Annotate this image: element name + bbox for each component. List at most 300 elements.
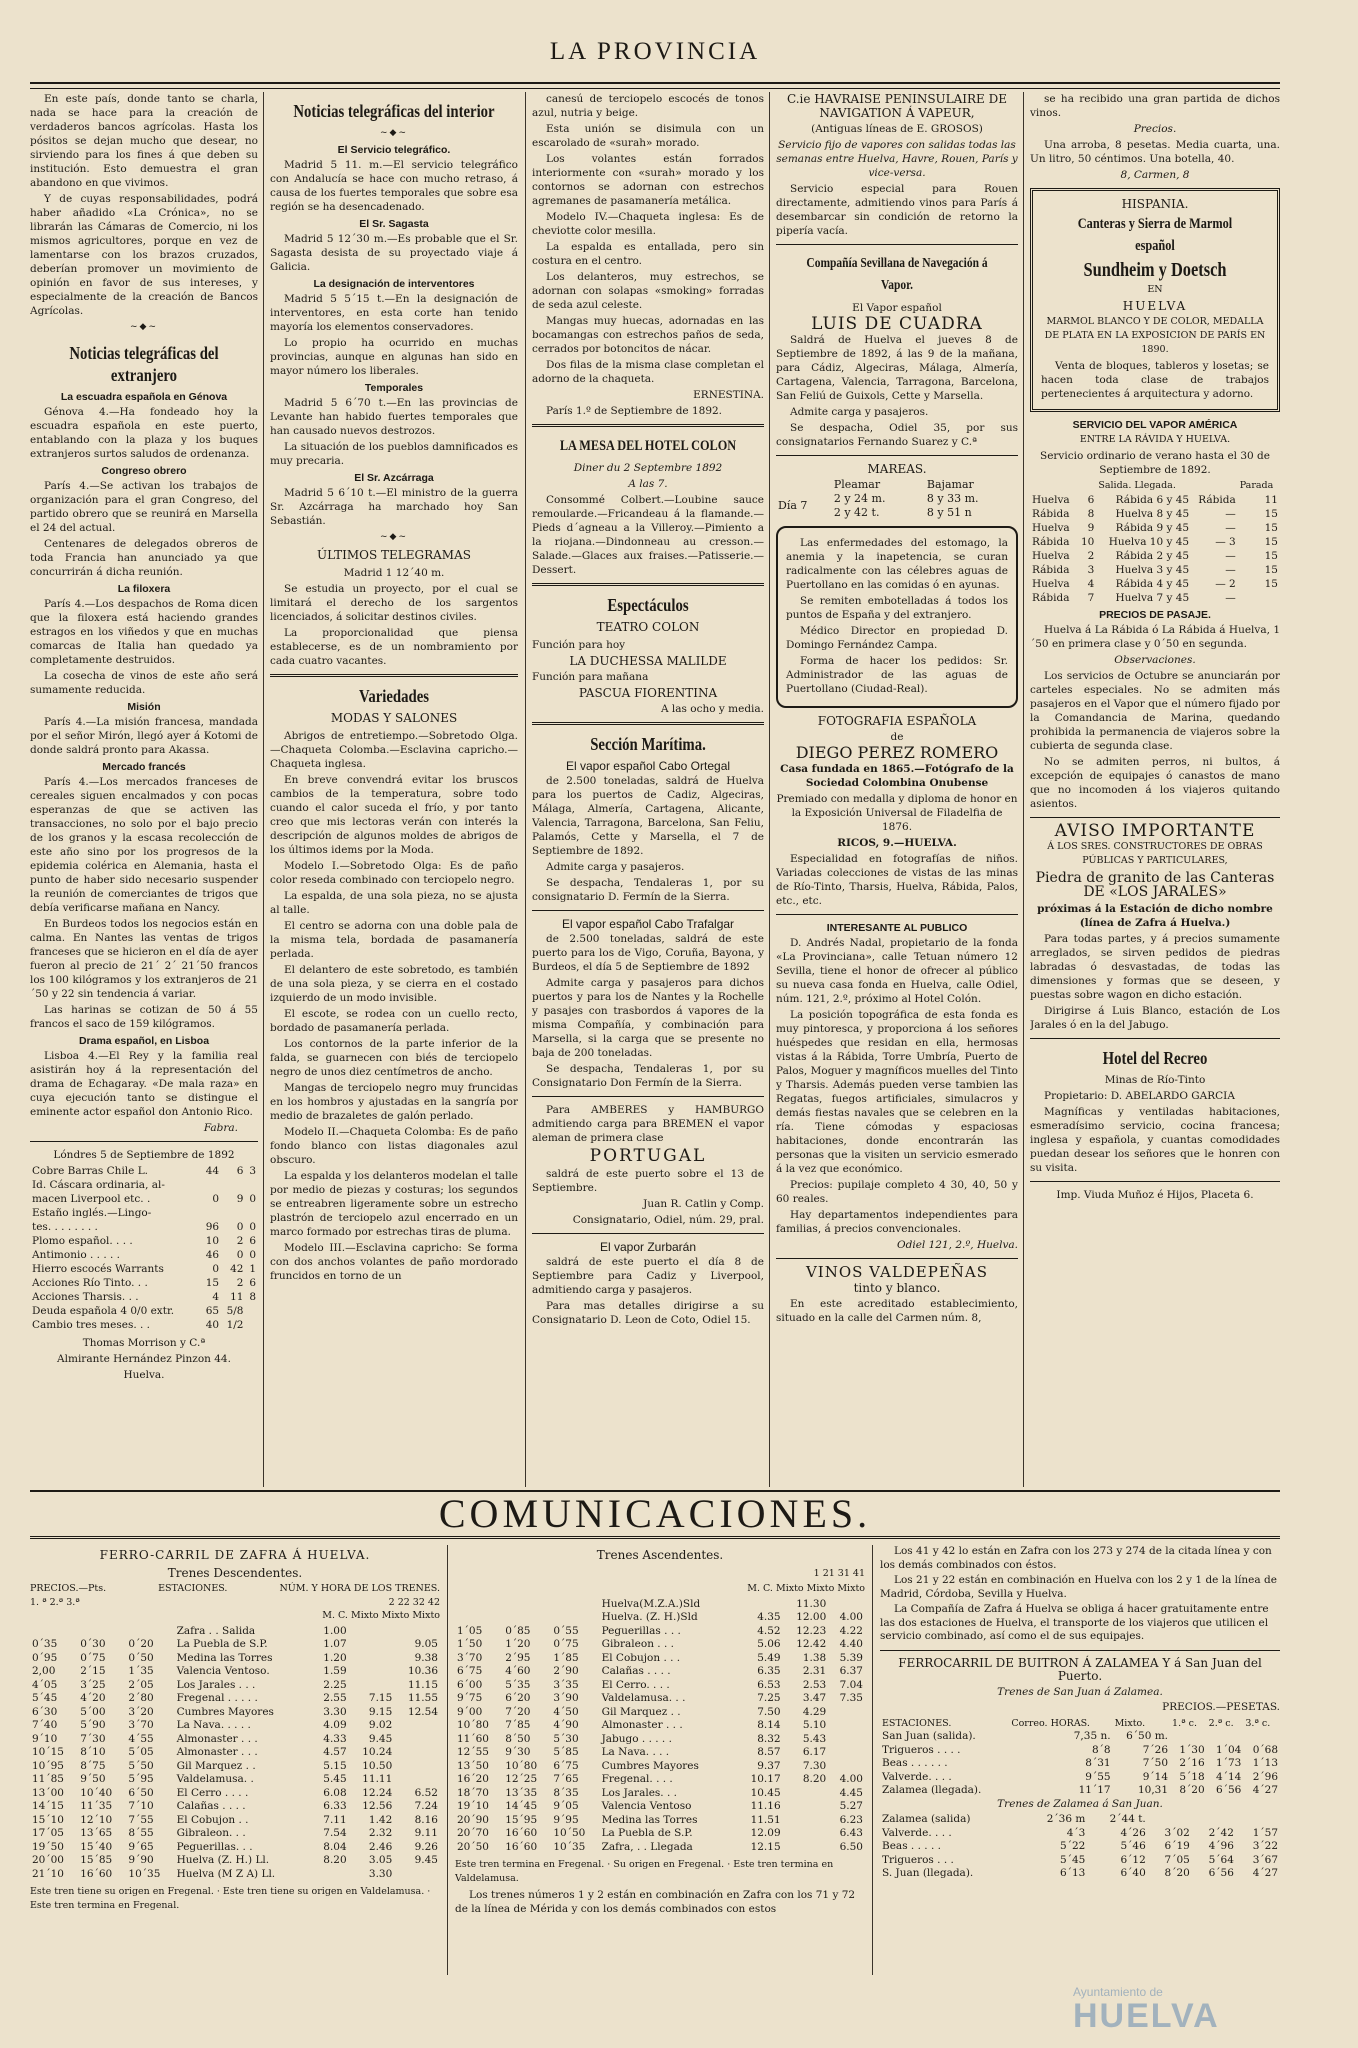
paragraph: Médico Director en propiedad D. Domingo Fernández Campa. <box>786 625 1008 651</box>
train-notes: Este tren tiene su origen en Fregenal. · Este tren tiene su origen en Valdelamusa. · Este tren termina en Fregenal. <box>30 1886 431 1911</box>
table-cell: 9´95 <box>553 1813 579 1826</box>
table-cell: 0 <box>249 1249 256 1261</box>
ad-name: Sundheim y Doetsch <box>1083 259 1227 281</box>
table-header-cell: 3.ª c. <box>1245 1717 1271 1729</box>
paragraph: Madrid 5 6´10 t.—El ministro de la guerra Sr. Azcárraga ha marchado hoy San Sebastián. <box>270 487 518 527</box>
table-header-cell: ESTACIONES. <box>882 1717 952 1729</box>
table-row <box>30 1679 440 1693</box>
table-cell: Trigueros . . . . <box>882 1743 961 1756</box>
table-row <box>30 1692 440 1706</box>
table-cell: Trigueros . . . <box>882 1853 954 1866</box>
paragraph: Las harinas se cotizan de 50 á 55 francos el saco de 159 kilógramos. <box>30 1004 258 1030</box>
table-cell: Rábida <box>1032 508 1070 520</box>
ornament: ~◆~ <box>379 128 408 138</box>
play-title: LA DUCHESSA MALILDE <box>569 654 727 668</box>
table-cell: 15 <box>1264 564 1278 576</box>
table-row <box>30 1733 440 1747</box>
news-heading: El Servicio telegráfico. <box>337 144 451 156</box>
paragraph: París 4.—Se activan los trabajos de organización para el gran Congreso, del partido obrero que se reunirá en Marsella el 24 del actual. <box>30 480 258 534</box>
table-cell: 0´20 <box>128 1638 154 1650</box>
table-cell: 6.43 <box>839 1827 863 1839</box>
table-cell: Rábida <box>1032 592 1070 604</box>
table-cell: 3´67 <box>1252 1853 1278 1866</box>
table-row <box>30 1665 440 1679</box>
table-cell: 9´50 <box>80 1773 106 1785</box>
table-cell: tes. . . . . . . . <box>32 1221 98 1233</box>
paragraph: Se despacha, Odiel 35, por sus consignatarios Fernando Suarez y C.ª <box>776 422 1018 448</box>
paragraph: Venta de bloques, tableros y losetas; se hacen toda clase de trabajos pertenecientes á arquitectura y adorno. <box>1041 360 1269 400</box>
table-cell: 1.07 <box>323 1638 347 1650</box>
table-cell: 2.53 <box>802 1678 827 1691</box>
table-cell: 9.02 <box>368 1719 393 1731</box>
table-cell: 4´26 <box>1120 1826 1146 1839</box>
table-cell: 6´20 <box>505 1692 531 1704</box>
table-row <box>880 1854 1280 1868</box>
firm-name: Thomas Morrison y C.ª <box>82 1337 206 1349</box>
table-row <box>455 1638 865 1652</box>
table-cell <box>783 1800 829 1814</box>
table-cell: 6´56 <box>1216 1784 1242 1796</box>
table-cell <box>1243 1730 1280 1744</box>
header-label: NÚM. Y HORA DE LOS TRENES. <box>279 1583 440 1594</box>
table-cell: 9 <box>236 1193 244 1205</box>
header-label: M. C. Mixto Mixto Mixto <box>322 1610 440 1621</box>
table-cell <box>828 1706 865 1720</box>
paragraph: de 2.500 toneladas, saldrá de Huelva para los puertos de Cadiz, Algeciras, Málaga, Almería, Cartagena, Alicante, Valencia, Tarragona, Barcelona, San Feliu, Palamós, Cette y Marsella, el 7 de Septiembre de 1892. <box>532 775 764 857</box>
railway-title: FERRO-CARRIL DE ZAFRA Á HUELVA. <box>99 1548 371 1562</box>
table-cell: 8´50 <box>505 1732 531 1745</box>
section-title: Espectáculos <box>607 595 689 615</box>
paragraph: La espalda es entallada, pero sin costura en el centro. <box>532 241 764 267</box>
table-cell: 10.17 <box>750 1773 781 1785</box>
table-row <box>1030 563 1280 577</box>
table-row <box>30 1719 440 1733</box>
paragraph: Los delanteros, muy estrechos, se adornan con solapas «smoking» forradas de seda azul celeste. <box>532 271 764 311</box>
table-cell <box>201 1178 221 1192</box>
tide-time: 2 y 24 m. <box>833 492 886 505</box>
table-cell: 7.04 <box>839 1678 863 1691</box>
table-cell: 11´85 <box>32 1773 64 1785</box>
table-cell <box>783 1827 829 1841</box>
table-row <box>30 1220 258 1234</box>
table-cell: 6´12 <box>1120 1853 1146 1866</box>
ship-heading: El vapor español Cabo Ortegal <box>565 759 731 773</box>
divider <box>30 1141 258 1142</box>
table-cell: 5.39 <box>839 1651 863 1664</box>
table-cell: Zalamea (salida) <box>882 1813 971 1825</box>
table-cell: 5´35 <box>505 1678 531 1691</box>
ad-heading: VINOS VALDEPEÑAS <box>805 1263 989 1281</box>
table-cell: 6´56 <box>1208 1867 1234 1879</box>
column-divider <box>872 1545 873 1975</box>
table-row <box>30 1800 440 1814</box>
table-cell: 8.20 <box>802 1773 827 1785</box>
table-row <box>880 1867 1280 1881</box>
divider <box>532 722 764 725</box>
table-cell: 8´55 <box>128 1827 154 1839</box>
table-cell: Zalamea (llegada). <box>882 1784 982 1796</box>
paragraph: Hay departamentos independientes para familias, á precios convencionales. <box>776 1209 1018 1235</box>
table-cell: Huelva 10 y 45 <box>1108 536 1190 548</box>
table-cell: Id. Cáscara ordinaria, al- <box>32 1179 165 1191</box>
paragraph: Precios: pupilaje completo 4 30, 40, 50 y 60 reales. <box>776 1179 1018 1205</box>
ship-heading: El vapor Zurbarán <box>599 1240 697 1254</box>
table-cell: 7 <box>1087 592 1095 604</box>
table-cell: Deuda española 4 0/0 extr. <box>32 1305 175 1317</box>
table-cell: 2´42 <box>1208 1826 1234 1839</box>
divider <box>532 1233 764 1234</box>
comunicaciones-banner: COMUNICACIONES. <box>30 1490 1280 1539</box>
table-row <box>455 1692 865 1706</box>
table-row <box>455 1665 865 1679</box>
table-cell: 12.42 <box>796 1638 827 1650</box>
paragraph: París 4.—Los despachos de Roma dicen que la filoxera está haciendo grandes estragos en los viñedos y que en muchas comarcas de Italia han quedado ya completamente destruidos. <box>30 598 258 666</box>
divider <box>532 910 764 911</box>
table-cell: 15´10 <box>32 1813 64 1826</box>
table-cell: 6´50 m. <box>1126 1730 1169 1742</box>
table-cell: 1´05 <box>457 1624 483 1637</box>
table-cell: 40 <box>205 1319 220 1331</box>
table-cell <box>783 1814 829 1828</box>
table-cell: 7.11 <box>323 1813 347 1826</box>
table-cell: 11´35 <box>80 1800 113 1812</box>
table-row <box>30 1787 440 1801</box>
table-header-cell: Parada <box>1239 480 1274 491</box>
table-cell <box>349 1625 395 1639</box>
table-cell: 5´46 <box>1120 1840 1146 1852</box>
ad-heading: INTERESANTE AL PUBLICO <box>826 922 968 934</box>
signature: ERNESTINA. <box>693 389 764 401</box>
header-label: M. C. Mixto Mixto Mixto <box>747 1583 865 1594</box>
paragraph: Madrid 5 12´30 m.—Es probable que el Sr. Sagasta desista de su proyectado viaje á Galicia. <box>270 233 518 273</box>
table-cell <box>828 1598 865 1612</box>
table-cell: 8.57 <box>757 1746 781 1758</box>
paragraph: Especialidad en fotografías de niños. Variadas colecciones de vistas de las minas de Río-Tinto, Tharsis, Huelva, Rábida, Palos, etc., etc. <box>776 853 1018 907</box>
table-cell: 9´14 <box>1142 1770 1169 1783</box>
table-row <box>880 1813 1280 1827</box>
table-cell: 8.32 <box>757 1732 781 1745</box>
table-cell: El Cerro. . . . <box>601 1678 670 1691</box>
table-cell: 6´30 <box>32 1705 58 1718</box>
table-cell: 5.15 <box>323 1759 347 1772</box>
table-cell: 5´05 <box>128 1746 154 1758</box>
paragraph: El centro se adorna con una doble pala de la misma tela, bordada de pasamanería perlada. <box>270 920 518 960</box>
address: 8, Carmen, 8 <box>1120 169 1190 181</box>
paragraph: D. Andrés Nadal, propietario de la fonda «La Provinciana», calle Tetuan número 12 Sevilla, tiene el honor de ofrecer al público su nueva casa fonda en Huelva, calle Odiel, núm. 121, 2.º, próximo al Hotel Colón. <box>776 937 1018 1005</box>
table-cell: 16´60 <box>80 1867 113 1880</box>
table-cell: 1´35 <box>128 1665 154 1677</box>
table-cell: 2´96 <box>1252 1770 1278 1783</box>
news-heading: Drama español, en Lisboa <box>78 1035 210 1047</box>
table-cell: — 2 <box>1215 578 1236 590</box>
table-cell <box>30 1625 78 1639</box>
table-cell: 3 <box>1087 564 1095 576</box>
table-cell: 6´75 <box>457 1665 483 1677</box>
table-row <box>30 1706 440 1720</box>
train-note: Este tren tiene su origen en Valdelamusa. <box>222 1886 425 1897</box>
table-cell <box>503 1598 551 1612</box>
table-cell <box>126 1625 174 1639</box>
table-cell: 5´18 <box>1179 1770 1205 1783</box>
table-cell: 0´55 <box>553 1624 579 1637</box>
table-cell: Huelva <box>1032 494 1070 506</box>
table-cell: 11´60 <box>457 1732 489 1745</box>
divider <box>532 583 764 586</box>
table-cell: 12.56 <box>362 1800 393 1812</box>
paragraph: Forma de hacer los pedidos: Sr. Administrador de las aguas de Puertollano (Ciudad-Real). <box>786 655 1008 695</box>
table-cell: 16´60 <box>505 1827 538 1839</box>
paragraph: Se despacha, Tendaleras 1, por su Consignatario Don Fermín de la Sierra. <box>532 1063 764 1089</box>
table-row <box>1030 591 1280 605</box>
table-cell <box>783 1841 829 1855</box>
table-header-cell: Salida. Llegada. <box>1098 480 1176 491</box>
table-cell: Medina las Torres <box>176 1651 273 1664</box>
paragraph: Dos filas de la misma clase completan el adorno de la chaqueta. <box>532 359 764 385</box>
table-cell: 15 <box>1264 578 1278 590</box>
zafra-huelva-down <box>30 1545 440 1985</box>
table-header-cell <box>1030 479 1077 493</box>
table-cell <box>394 1719 440 1733</box>
table-cell: 11.16 <box>750 1800 781 1812</box>
paragraph: La Compañía de Zafra á Huelva se obliga á hacer gratuitamente entre las dos estaciones de Huelva, el transporte de los viajeros que utilicen el servicio combinado, así como el de sus equipajes. <box>880 1603 1269 1642</box>
paragraph: Dirigirse á Luis Blanco, estación de Los Jarales ó en la del Jabugo. <box>1030 1005 1280 1031</box>
table-cell: 20´90 <box>457 1813 489 1826</box>
table-cell: 8.16 <box>414 1813 438 1826</box>
table-cell: Calañas . . . . <box>601 1665 671 1677</box>
table-cell: 11.30 <box>796 1597 827 1610</box>
table-cell: 4´20 <box>80 1692 106 1704</box>
news-heading: La filoxera <box>117 583 171 595</box>
table-cell: — <box>1225 550 1236 562</box>
table-cell: 13´50 <box>457 1759 489 1772</box>
table-cell: 10 <box>205 1235 220 1247</box>
table-cell: 10.24 <box>362 1746 393 1758</box>
paragraph: Servicio ordinario de verano hasta el 30 de Septiembre de 1892. <box>1040 450 1270 476</box>
table-cell: 2.46 <box>368 1840 393 1853</box>
paragraph: Lisboa 4.—El Rey y la familia real asistirán hoy á la representación del drama de Echagaray. «De mala raza» en cuya ejecución tanto se distingue el eminente actor español don Antonio Rico. <box>30 1050 258 1118</box>
firm-city: Huelva. <box>123 1369 165 1381</box>
train-table <box>455 1598 865 1855</box>
table-row <box>30 1262 258 1276</box>
paragraph: Admite carga y pasajeros. <box>546 861 685 873</box>
table-cell <box>245 1318 258 1332</box>
zafra-huelva-up <box>455 1545 865 1985</box>
table-cell: 3´20 <box>128 1705 154 1718</box>
table-cell: 11´17 <box>1078 1784 1111 1796</box>
table-row <box>455 1800 865 1814</box>
table-cell: 9´75 <box>457 1692 483 1704</box>
table-row <box>30 1164 258 1178</box>
table-cell: Huelva (Z. H.) Ll. <box>176 1854 270 1866</box>
table-cell: 5´00 <box>80 1705 106 1718</box>
paragraph: Los servicios de Octubre se anunciarán por carteles especiales. No se admiten más pasajeros en el Vapor que el número fijado por la Comandancia de Marina, quedando prohibida la permanencia de viajeros sobre la cubierta de segunda clase. <box>1030 670 1280 752</box>
table-cell: 9´65 <box>128 1840 154 1853</box>
table-cell: 9.11 <box>414 1827 438 1839</box>
table-cell: 15 <box>205 1277 220 1289</box>
paragraph: MARMOL BLANCO Y DE COLOR, MEDALLA DE PLATA EN LA EXPOSICION DE PARÍS EN 1890. <box>1044 316 1266 355</box>
table-cell: 3´70 <box>128 1719 154 1731</box>
header-label: ESTACIONES. <box>158 1583 228 1594</box>
table-row <box>455 1746 865 1760</box>
table-cell <box>78 1625 126 1639</box>
table-row <box>1030 493 1280 507</box>
table-cell: 3 <box>249 1165 256 1177</box>
paragraph: Los 21 y 22 están en combinación en Huelva con los 2 y 1 de la línea de Madrid, Córdoba, Sevilla y Huelva. <box>880 1574 1277 1600</box>
watermark <box>1073 1985 1313 2035</box>
table-cell: Cumbres Mayores <box>176 1705 274 1718</box>
table-row <box>1030 521 1280 535</box>
table-cell: 8´10 <box>80 1746 106 1758</box>
table-cell: macen Liverpool etc. . <box>32 1193 151 1205</box>
table-cell: 5´85 <box>553 1746 579 1758</box>
table-cell: 5´45 <box>32 1692 58 1704</box>
table-cell: 5.10 <box>802 1719 827 1731</box>
table-cell: 7,35 n. <box>1073 1730 1111 1742</box>
news-heading: MODAS Y SALONES <box>330 711 458 725</box>
table-cell: Huelva (M Z A) Ll. <box>176 1867 276 1880</box>
market-table <box>30 1164 258 1332</box>
news-heading: La designación de interventores <box>313 278 475 290</box>
paragraph: Mangas de terciopelo negro muy fruncidas en los hombros y ajustadas en la sangría por medio de brazaletes de galón perlado. <box>270 1082 518 1122</box>
ad-heading: Canteras y Sierra de Marmol español <box>1077 216 1233 254</box>
table-cell: Fregenal . . . . . <box>176 1692 258 1704</box>
divider <box>1030 817 1280 818</box>
table-cell: 0 <box>212 1263 220 1275</box>
column-divider <box>263 92 264 1487</box>
news-heading: Temporales <box>364 382 424 394</box>
table-cell: 7´85 <box>505 1719 531 1731</box>
paragraph: Modelo I.—Sobretodo Olga: Es de paño color reseda combinado con terciopelo negro. <box>270 860 518 886</box>
table-cell: 5´95 <box>128 1773 154 1785</box>
table-cell: 7.30 <box>802 1759 827 1772</box>
ship-heading: El vapor español Cabo Trafalgar <box>561 917 735 931</box>
table-cell: 6´40 <box>1120 1867 1146 1879</box>
table-row <box>455 1706 865 1720</box>
table-cell: 4´27 <box>1252 1784 1278 1796</box>
table-cell: 96 <box>205 1221 220 1233</box>
table-cell: 10.45 <box>750 1786 781 1799</box>
news-heading: ÚLTIMOS TELEGRAMAS <box>317 548 471 562</box>
table-cell: 1´85 <box>553 1651 579 1664</box>
table-cell: San Juan (salida). <box>882 1730 976 1742</box>
table-cell: 1´57 <box>1252 1826 1278 1839</box>
table-cell: 12.24 <box>362 1786 393 1799</box>
table-cell <box>394 1868 440 1882</box>
table-cell: Huelva 8 y 45 <box>1115 508 1190 520</box>
table-cell: 10´35 <box>128 1867 161 1880</box>
tide-time: 8 y 51 n <box>926 506 972 519</box>
table-cell: 0´30 <box>80 1638 106 1650</box>
table-cell: Beas . . . . . . <box>882 1757 948 1769</box>
table-cell: 15 <box>1264 536 1278 548</box>
table-cell: 1´04 <box>1216 1743 1242 1756</box>
paragraph: Saldrá de Huelva el jueves 8 de Septiembre de 1892, á las 9 de la mañana, para Cádiz, Algeciras, Málaga, Almería, Cartagena, Valencia, Tarragona, Barcelona, San Feliú de Guixols, Cette y Marsella. <box>776 334 1018 402</box>
table-cell: 7´55 <box>128 1813 154 1826</box>
tides-col: Bajamar <box>926 478 974 491</box>
table-row <box>455 1773 865 1787</box>
table-header-cell <box>1191 479 1238 493</box>
paragraph: La situación de los pueblos damnificados es muy precaria. <box>270 441 518 467</box>
railway-title: FERROCARRIL DE BUITRON Á ZALAMEA Y á San Juan del Puerto. <box>898 1655 1262 1683</box>
table-cell: 6.08 <box>323 1786 347 1799</box>
table-cell: 8 <box>249 1291 256 1303</box>
table-cell: 13´65 <box>80 1827 113 1839</box>
table-cell: 8.20 <box>323 1854 347 1866</box>
column-1 <box>30 92 258 1487</box>
table-cell: 16´60 <box>505 1840 538 1853</box>
table-row <box>1030 535 1280 549</box>
table-cell: 3´90 <box>553 1692 579 1704</box>
table-cell: Gil Marquez . . <box>176 1759 256 1772</box>
obs-label: Observaciones. <box>1114 654 1196 666</box>
table-cell: La Puebla de S.P. <box>176 1638 268 1650</box>
table-cell: Estaño inglés.—Lingo- <box>32 1207 152 1219</box>
address: RICOS, 9.—HUELVA. <box>837 837 957 849</box>
table-cell: Huelva 7 y 45 <box>1115 592 1190 604</box>
table-header-cell: Correo. HORAS. <box>1011 1717 1090 1729</box>
table-cell: 9.37 <box>757 1759 781 1772</box>
ad-heading: Hotel del Recreo <box>1102 1048 1208 1068</box>
table-cell: La Nava. . . . <box>601 1746 670 1758</box>
table-cell: 0´68 <box>1252 1743 1278 1756</box>
paragraph: No se admiten perros, ni bultos, á excepción de equipajes ó canastos de mano que no incomoden á los viajeros quitando asientos. <box>1030 756 1280 810</box>
paragraph: Se estudia un proyecto, por el cual se limitará el derecho de los sargentos licenciados, á solicitar destinos civiles. <box>270 583 518 623</box>
table-cell: El Cobujon . . . <box>601 1651 681 1664</box>
paragraph: Una arroba, 8 pesetas. Media cuarta, una. Un litro, 50 céntimos. Una botella, 40. <box>1030 139 1280 165</box>
table-cell <box>221 1206 245 1220</box>
table-cell: 13´35 <box>505 1786 538 1799</box>
table-header-row <box>880 1717 1280 1731</box>
table-cell: — 3 <box>1215 536 1236 548</box>
railway-subtitle: Trenes Ascendentes. <box>596 1548 724 1562</box>
table-cell: 8´31 <box>1085 1757 1111 1769</box>
paragraph: se ha recibido una gran partida de dichos vinos. <box>1030 93 1280 119</box>
divider <box>1030 1181 1280 1182</box>
paragraph: de 2.500 toneladas, saldrá de este puerto para los de Vigo, Coruña, Bayona, y Burdeos, el día 5 de Septiembre de 1892 <box>532 933 764 973</box>
table-cell: La Puebla de S.P. <box>601 1827 693 1839</box>
table-row <box>1030 507 1280 521</box>
watermark-top: Ayuntamiento de <box>1073 1985 1163 1999</box>
ad-box <box>1030 188 1280 412</box>
paragraph: Á LOS SRES. CONSTRUCTORES DE OBRAS PÚBLICAS Y PARTICULARES, <box>1047 841 1263 866</box>
table-row <box>455 1814 865 1828</box>
table-cell: 8.04 <box>323 1840 347 1853</box>
paragraph: Para mas detalles dirigirse a su Consignatario D. Leon de Coto, Odiel 15. <box>532 1300 764 1326</box>
table-cell: 65 <box>205 1305 220 1317</box>
railway-subtitle: Trenes de Zalamea á San Juan. <box>997 1797 1163 1810</box>
table-cell: 6.23 <box>839 1813 863 1826</box>
table-cell: 7´40 <box>32 1719 58 1731</box>
table-cell: 1 <box>249 1263 256 1275</box>
table-cell: 15´40 <box>80 1840 113 1853</box>
table-cell: Valverde. . . . <box>882 1826 952 1839</box>
ornament: ~◆~ <box>129 322 158 332</box>
paragraph: La espalda, de una sola pieza, no se ajusta al talle. <box>270 890 518 916</box>
table-cell: 15 <box>1264 522 1278 534</box>
table-cell: El Cobujon . . <box>176 1813 249 1826</box>
ad-city: HUELVA <box>1122 299 1188 313</box>
table-cell: 6.37 <box>839 1665 863 1677</box>
table-cell: 12.23 <box>796 1624 827 1637</box>
table-cell: 6´00 <box>457 1678 483 1691</box>
table-cell: 1´73 <box>1216 1757 1242 1769</box>
table-cell <box>1207 1730 1244 1744</box>
table-cell: 11 <box>230 1291 244 1303</box>
table-row <box>30 1827 440 1841</box>
table-cell: 9.45 <box>368 1732 393 1745</box>
section-title: Noticias telegráficas del extranjero <box>69 343 219 385</box>
table-cell: 9´10 <box>32 1732 58 1745</box>
